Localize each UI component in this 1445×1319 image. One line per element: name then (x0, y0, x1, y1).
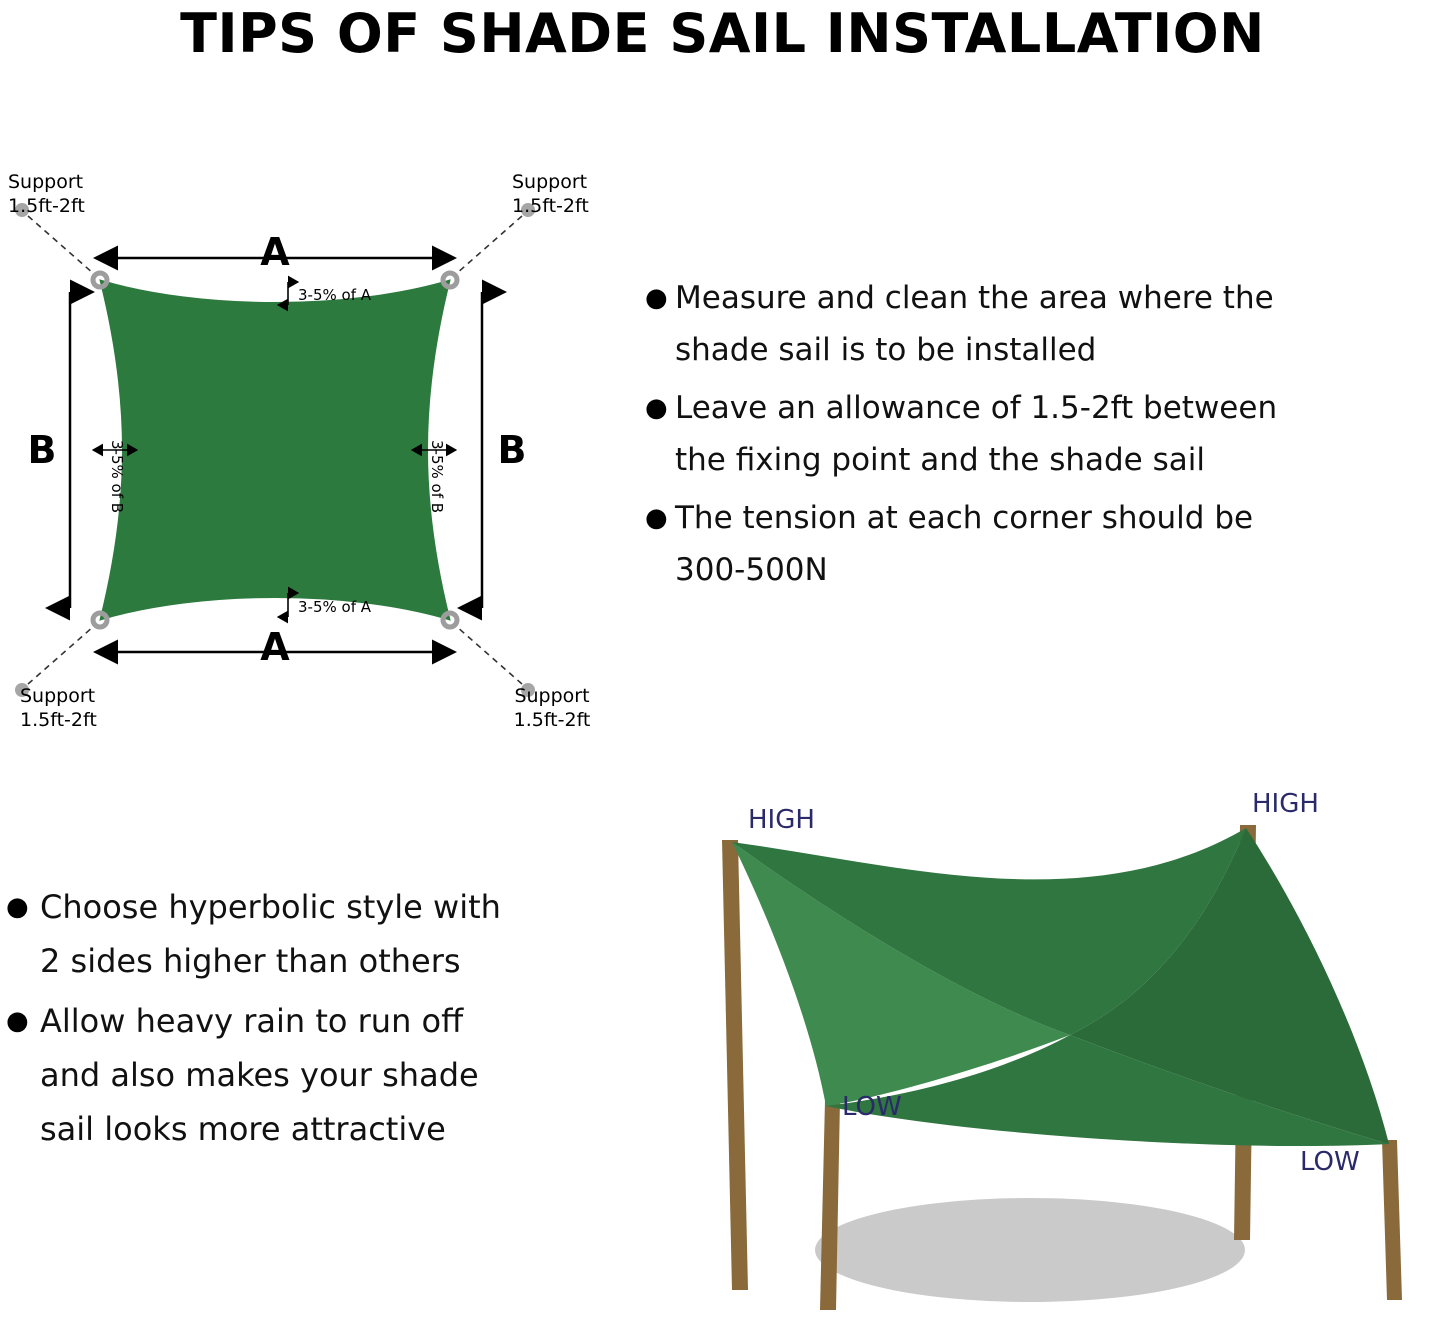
list-item (0, 994, 640, 1156)
rectangular-shade-sail-diagram (0, 150, 660, 730)
label-support-bottom-right-line2: 1.5ft-2ft (513, 709, 591, 730)
list-item-line: Choose hyperbolic style with (40, 888, 501, 926)
label-dimension-b-right: B (497, 428, 527, 472)
label-curve-right: 3-5% of B (428, 440, 446, 514)
support-line-bottom-right (456, 626, 522, 684)
label-support-bottom-left-line1: Support (20, 685, 96, 707)
installation-tips-list-bottom (0, 880, 640, 1162)
label-low-right: LOW (1300, 1147, 1360, 1177)
label-support-top-right-line2: 1.5ft-2ft (512, 195, 589, 217)
list-item-line: Measure and clean the area where the (675, 280, 1274, 316)
list-item-line: and also makes your shade (40, 1056, 479, 1094)
label-dimension-b-left: B (27, 428, 57, 472)
list-item-line: sail looks more attractive (40, 1110, 446, 1148)
label-low-left: LOW (842, 1092, 902, 1122)
list-item-line: Leave an allowance of 1.5-2ft between (675, 390, 1278, 426)
ground-shadow (815, 1198, 1245, 1302)
label-curve-bottom: 3-5% of A (298, 598, 372, 616)
bullet-icon: ● (645, 503, 668, 533)
list-item-line: shade sail is to be installed (675, 332, 1097, 368)
list-item (0, 880, 640, 988)
support-line-top-left (28, 216, 94, 274)
page-title: TIPS OF SHADE SAIL INSTALLATION (180, 2, 1265, 65)
list-item-line: 2 sides higher than others (40, 942, 461, 980)
bullet-icon: ● (6, 892, 29, 922)
hyperbolic-shade-sail-diagram (640, 770, 1445, 1319)
label-curve-left: 3-5% of B (108, 440, 126, 514)
label-support-bottom-left-line2: 1.5ft-2ft (20, 709, 97, 730)
label-support-top-right-line1: Support (512, 171, 588, 193)
list-item (645, 492, 1445, 596)
list-item-line: Allow heavy rain to run off (40, 1002, 464, 1040)
label-high-left: HIGH (748, 805, 815, 835)
label-dimension-a-top: A (260, 230, 290, 274)
list-item-line: the fixing point and the shade sail (675, 442, 1205, 478)
sail-shape (100, 280, 450, 620)
list-item (645, 382, 1445, 486)
label-high-right: HIGH (1252, 789, 1319, 819)
list-item-line: The tension at each corner should be (675, 500, 1254, 536)
post-low-left (820, 1100, 840, 1310)
label-support-bottom-right-line1: Support (514, 685, 590, 707)
bullet-icon: ● (645, 393, 668, 423)
list-item (645, 272, 1445, 376)
bullet-icon: ● (645, 283, 668, 313)
label-dimension-a-bottom: A (260, 625, 290, 669)
installation-tips-list-top (645, 272, 1445, 602)
post-high-left (722, 840, 748, 1290)
bullet-icon: ● (6, 1006, 29, 1036)
label-curve-top: 3-5% of A (298, 286, 372, 304)
label-support-top-left-line1: Support (8, 171, 84, 193)
label-support-top-left-line2: 1.5ft-2ft (8, 195, 85, 217)
post-low-right (1382, 1140, 1402, 1300)
list-item-line: 300-500N (675, 552, 828, 588)
support-line-top-right (456, 216, 522, 274)
support-line-bottom-left (28, 626, 94, 684)
